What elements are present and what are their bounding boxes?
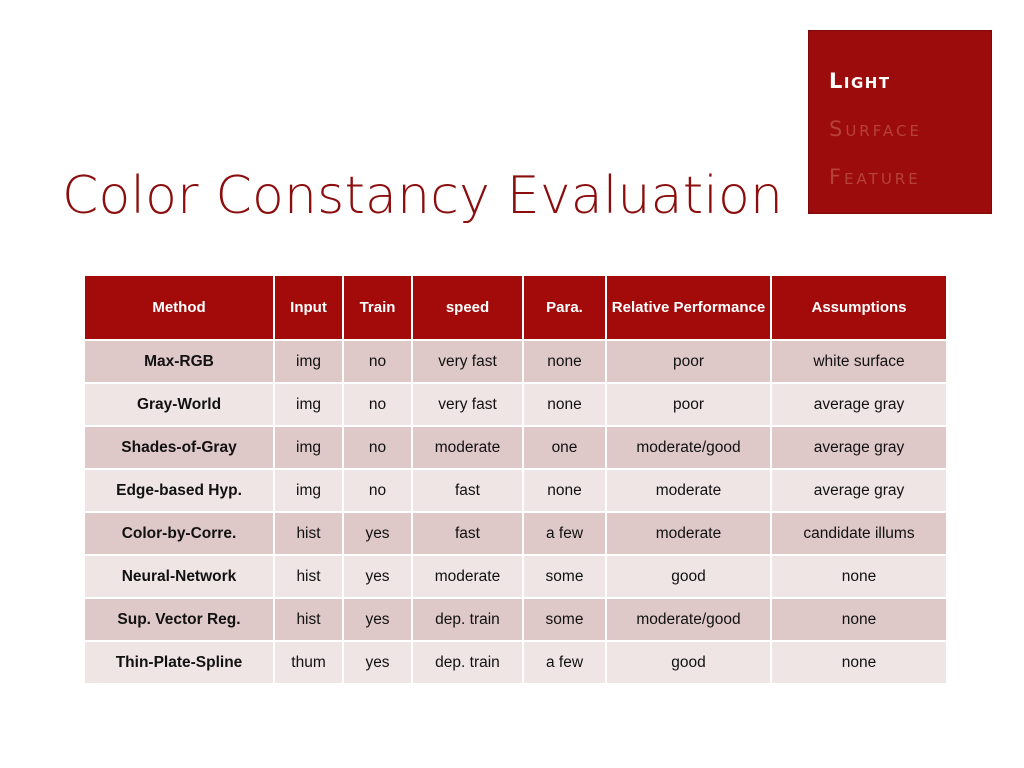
- cell-performance: poor: [606, 383, 771, 426]
- header-input: Input: [274, 275, 343, 340]
- table-row: [84, 598, 947, 641]
- cell-para: none: [523, 340, 606, 383]
- cell-input: hist: [274, 555, 343, 598]
- cell-train: yes: [343, 512, 412, 555]
- cell-method: Neural-Network: [84, 555, 274, 598]
- cell-assumptions: average gray: [771, 469, 947, 512]
- cell-speed: very fast: [412, 383, 523, 426]
- cell-assumptions: average gray: [771, 426, 947, 469]
- cell-method: Gray-World: [84, 383, 274, 426]
- slide-title: Color Constancy Evaluation: [62, 166, 784, 226]
- cell-performance: good: [606, 641, 771, 684]
- cell-train: yes: [343, 555, 412, 598]
- cell-method: Thin-Plate-Spline: [84, 641, 274, 684]
- table-row: [84, 426, 947, 469]
- cell-train: yes: [343, 641, 412, 684]
- cell-assumptions: none: [771, 598, 947, 641]
- table-row: [84, 641, 947, 684]
- cell-speed: dep. train: [412, 598, 523, 641]
- cell-performance: moderate/good: [606, 598, 771, 641]
- cell-para: some: [523, 598, 606, 641]
- cell-train: no: [343, 426, 412, 469]
- table-row: [84, 469, 947, 512]
- cell-para: none: [523, 383, 606, 426]
- cell-input: img: [274, 383, 343, 426]
- cell-input: thum: [274, 641, 343, 684]
- table-row: [84, 383, 947, 426]
- cell-para: none: [523, 469, 606, 512]
- cell-input: img: [274, 469, 343, 512]
- header-para: Para.: [523, 275, 606, 340]
- nav-item-light[interactable]: Light: [829, 69, 891, 93]
- header-speed: speed: [412, 275, 523, 340]
- cell-performance: moderate/good: [606, 426, 771, 469]
- cell-para: one: [523, 426, 606, 469]
- cell-train: yes: [343, 598, 412, 641]
- cell-speed: fast: [412, 512, 523, 555]
- cell-speed: moderate: [412, 555, 523, 598]
- cell-performance: moderate: [606, 512, 771, 555]
- cell-input: img: [274, 340, 343, 383]
- cell-speed: dep. train: [412, 641, 523, 684]
- evaluation-table: [83, 274, 948, 685]
- cell-speed: moderate: [412, 426, 523, 469]
- cell-para: some: [523, 555, 606, 598]
- cell-para: a few: [523, 641, 606, 684]
- header-assumptions: Assumptions: [771, 275, 947, 340]
- cell-method: Edge-based Hyp.: [84, 469, 274, 512]
- cell-input: hist: [274, 598, 343, 641]
- cell-performance: good: [606, 555, 771, 598]
- cell-para: a few: [523, 512, 606, 555]
- section-nav: [808, 30, 992, 214]
- cell-train: no: [343, 469, 412, 512]
- cell-method: Max-RGB: [84, 340, 274, 383]
- cell-performance: poor: [606, 340, 771, 383]
- cell-method: Sup. Vector Reg.: [84, 598, 274, 641]
- cell-train: no: [343, 340, 412, 383]
- cell-assumptions: white surface: [771, 340, 947, 383]
- header-train: Train: [343, 275, 412, 340]
- table-row: [84, 555, 947, 598]
- cell-method: Color-by-Corre.: [84, 512, 274, 555]
- cell-method: Shades-of-Gray: [84, 426, 274, 469]
- cell-performance: moderate: [606, 469, 771, 512]
- table-row: [84, 512, 947, 555]
- nav-item-surface[interactable]: Surface: [829, 117, 922, 141]
- nav-item-feature[interactable]: Feature: [829, 165, 921, 189]
- cell-speed: fast: [412, 469, 523, 512]
- header-method: Method: [84, 275, 274, 340]
- table-header-row: [84, 275, 947, 340]
- cell-assumptions: none: [771, 641, 947, 684]
- table-row: [84, 340, 947, 383]
- header-relative-performance: Relative Performance: [606, 275, 771, 340]
- cell-speed: very fast: [412, 340, 523, 383]
- cell-input: img: [274, 426, 343, 469]
- cell-assumptions: none: [771, 555, 947, 598]
- cell-train: no: [343, 383, 412, 426]
- cell-assumptions: average gray: [771, 383, 947, 426]
- cell-assumptions: candidate illums: [771, 512, 947, 555]
- cell-input: hist: [274, 512, 343, 555]
